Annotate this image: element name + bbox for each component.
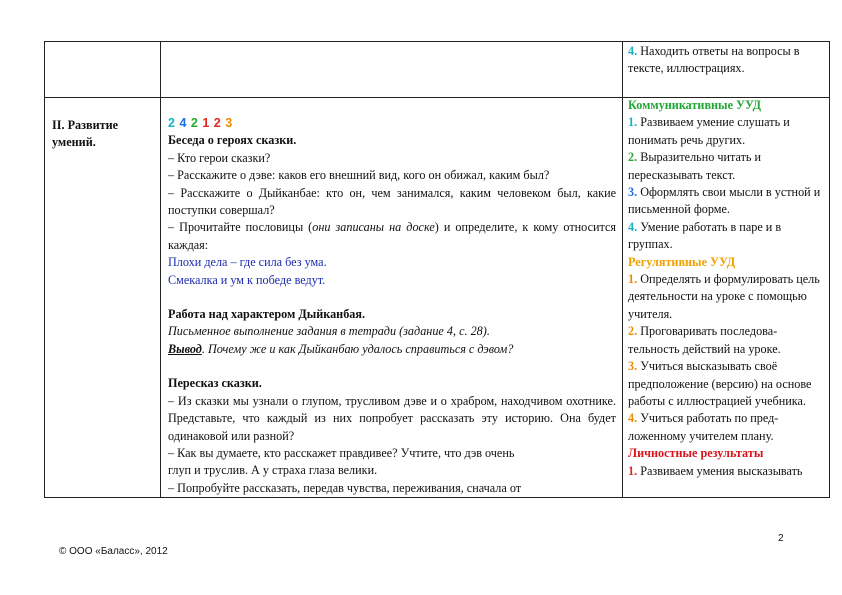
conclusion-text: . Почему же и как Дыйканбаю удалось справиться с дэвом? <box>201 341 514 356</box>
lesson-content-cell <box>168 115 616 497</box>
task-number: 1 <box>202 116 210 130</box>
item-number: 4. <box>628 44 638 58</box>
question: – Попробуйте рассказать, передав чувства, переживания, сначала от <box>168 480 522 495</box>
item-text: Учиться высказывать своё предположение (версию) на основе работы с иллюстрацией учебника. <box>628 359 812 408</box>
task-number: 2 <box>190 116 199 130</box>
question: – Расскажите о дэве: каков его внешний вид, кого он обижал, каким был? <box>168 168 550 183</box>
uud-item <box>628 323 826 358</box>
uud-item <box>628 114 826 149</box>
lesson-table <box>44 41 830 497</box>
item-number: 3. <box>628 359 638 374</box>
item-text: Оформлять свои мысли в устной и письменной форме. <box>628 185 821 217</box>
uud-item <box>628 149 826 184</box>
item-text: Определять и формулировать цель деятельности на уроке с помощью учителя. <box>628 272 820 321</box>
item-number: 3. <box>628 185 638 200</box>
question-text: – Прочитайте пословицы ( <box>168 220 313 235</box>
conclusion-label: Вывод <box>168 341 202 356</box>
column-divider <box>160 41 161 497</box>
conclusion <box>168 341 616 358</box>
uud-item <box>628 463 826 480</box>
uud-heading-personal: Личностные результаты <box>628 446 764 461</box>
page-number: 2 <box>778 533 784 544</box>
task-number: 4 <box>179 116 187 130</box>
copyright-footer: © ООО «Баласс», 2012 <box>59 546 168 557</box>
uud-item <box>628 219 826 254</box>
uud-item <box>628 271 826 323</box>
table-border-top <box>44 41 830 42</box>
item-number: 4. <box>628 219 638 234</box>
uud-item <box>628 410 826 445</box>
question: – Как вы думаете, кто расскажет правдивее? Учтите, что дэв очень <box>168 445 515 460</box>
task-number: 3 <box>225 116 233 130</box>
written-task: Письменное выполнение задания в тетради (задание 4, с. 28). <box>168 324 490 339</box>
question: – Кто герои сказки? <box>168 150 271 165</box>
item-text: Учиться работать по пред-ложенному учителем плану. <box>628 411 779 443</box>
item-text: Выразительно читать и пересказывать текст. <box>628 150 762 182</box>
section-heading: Беседа о героях сказки. <box>168 133 297 148</box>
item-number: 1. <box>628 115 638 130</box>
table-border-right <box>829 41 830 497</box>
section-heading: Пересказ сказки. <box>168 376 262 391</box>
question: глуп и труслив. А у страха глаза велики. <box>168 463 378 478</box>
item-text: Проговаривать последова-тельность действий на уроке. <box>628 324 781 356</box>
item-number: 1. <box>628 463 638 478</box>
item-text: Развиваем умение слушать и понимать речь других. <box>628 115 790 147</box>
item-number: 4. <box>628 411 638 426</box>
item-number: 2. <box>628 150 638 165</box>
table-border-left <box>44 41 45 497</box>
task-number: 2 <box>213 116 222 130</box>
item-number: 2. <box>628 324 638 339</box>
proverb: Смекалка и ум к победе ведут. <box>168 272 326 287</box>
question: – Из сказки мы узнали о глупом, трусливом дэве и о храбром, находчивом охотнике. Представьте, что каждый из них попробует рассказать эту историю. Она будет одинаковой или разной? <box>168 393 616 443</box>
uud-heading-communicative: Коммуникативные УУД <box>628 98 762 112</box>
section-heading: Работа над характером Дыйканбая. <box>168 307 366 322</box>
table-border-bottom <box>44 497 830 498</box>
stage-title: II. Развитие умений. <box>52 118 119 150</box>
task-numbers <box>168 115 616 132</box>
task-number: 2 <box>168 116 176 130</box>
column-divider <box>622 41 623 497</box>
question-text: ) и определите, к кому относится каждая: <box>168 220 616 252</box>
item-text: Находить ответы на вопросы в тексте, иллюстрациях. <box>628 44 800 76</box>
uud-cell <box>628 97 826 480</box>
question: – Расскажите о Дыйканбае: кто он, чем занимался, каким человеком был, какие поступки совершал? <box>168 185 616 218</box>
proverb: Плохи дела – где сила без ума. <box>168 255 327 270</box>
item-text: Умение работать в паре и в группах. <box>628 219 782 252</box>
item-number: 1. <box>628 272 638 287</box>
uud-item <box>628 184 826 219</box>
question-note: они записаны на доске <box>312 220 435 235</box>
question <box>168 219 616 254</box>
uud-item <box>628 358 826 410</box>
item-text: Развиваем умения высказывать <box>640 463 803 478</box>
row1-uud-cell <box>628 43 826 78</box>
uud-heading-regulatory: Регулятивные УУД <box>628 254 736 269</box>
